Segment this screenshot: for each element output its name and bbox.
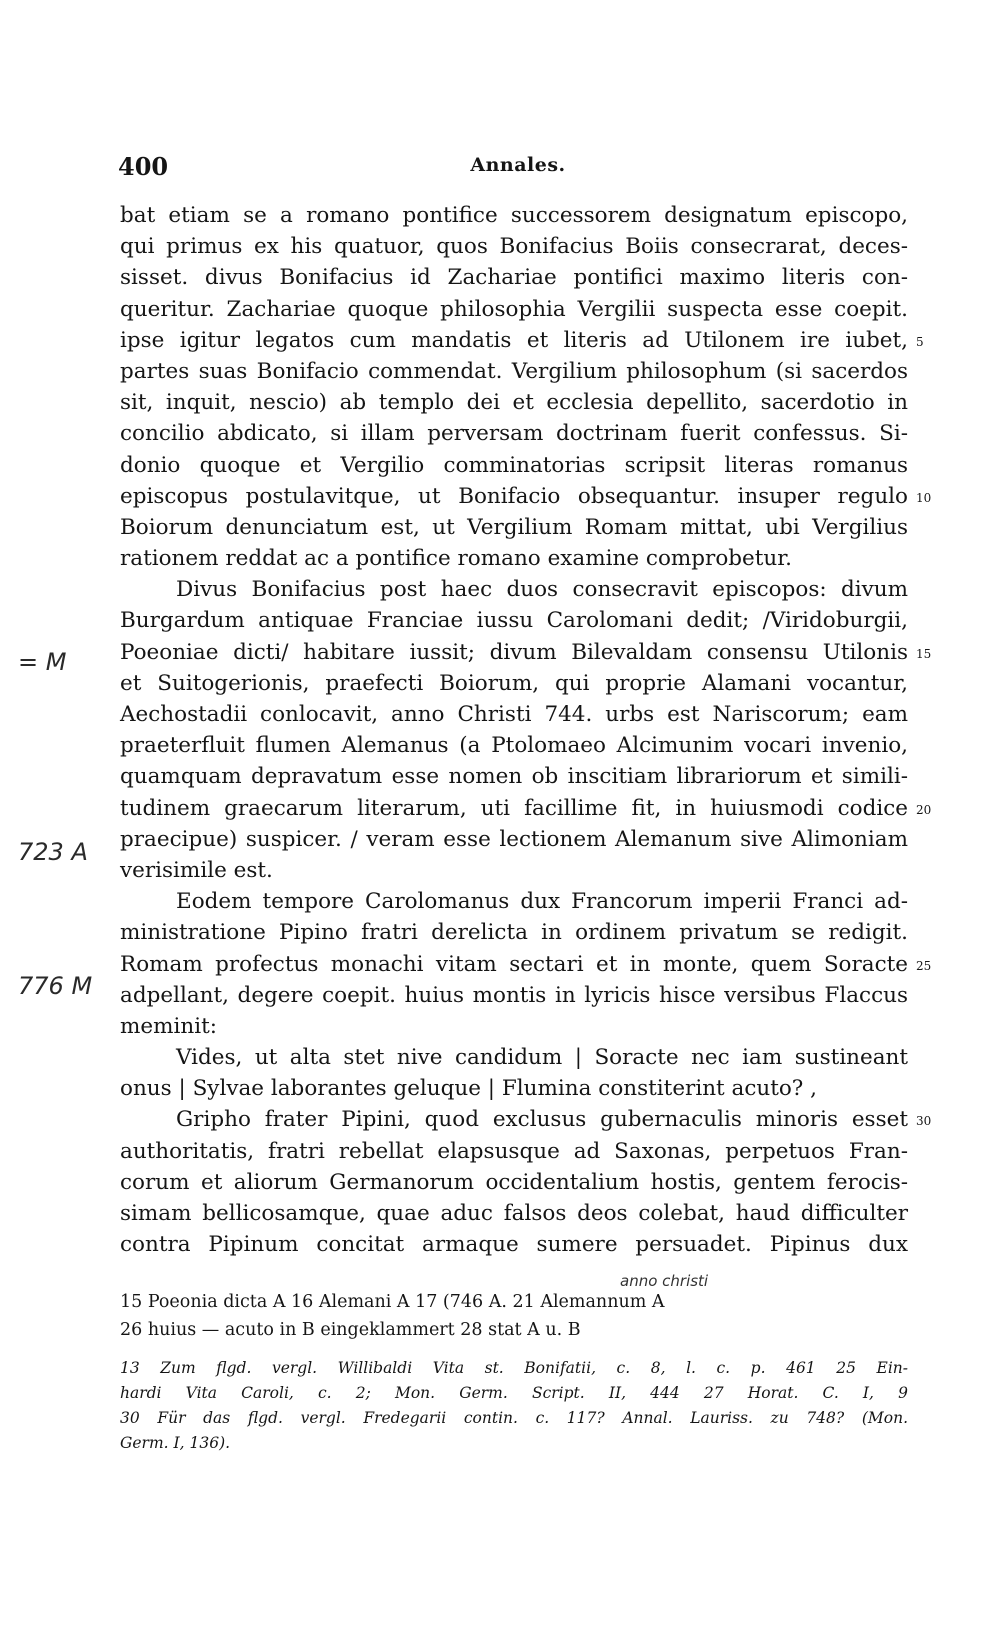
text-line-content: sit, inquit, nescio) ab templo dei et ecclesia depellito, sacerdotio in	[120, 390, 908, 416]
apparatus-line: 26 huius — acuto in B eingeklammert 28 stat A u. B	[120, 1320, 581, 1340]
text-line-content: sisset. divus Bonifacius id Zachariae pontifici maximo literis con-	[120, 265, 908, 291]
text-line	[120, 387, 908, 418]
critical-apparatus	[120, 1288, 908, 1344]
text-line-content: praecipue) suspicer. / veram esse lectionem Alemanum sive Alimoniam	[120, 826, 908, 852]
text-line-content: Gripho frater Pipini, quod exclusus gubernaculis minoris esset	[176, 1107, 908, 1133]
text-line	[120, 450, 908, 481]
margin-annotation: = M	[18, 648, 67, 676]
text-line-content: queritur. Zachariae quoque philosophia Vergilii suspecta esse coepit.	[120, 296, 908, 322]
margin-annotation: 723 A	[18, 838, 88, 866]
text-line	[120, 605, 908, 636]
text-line-content: authoritatis, fratri rebellat elapsusque ad Saxonas, perpetuos Fran-	[120, 1138, 908, 1164]
text-line	[120, 855, 908, 886]
text-line	[120, 668, 908, 699]
text-line-content: adpellant, degere coepit. huius montis in lyricis hisce versibus Flaccus	[120, 982, 908, 1008]
text-line-content: Boiorum denunciatum est, ut Vergilium Romam mittat, ubi Vergilius	[120, 514, 908, 540]
note-line: Germ. I, 136).	[120, 1434, 231, 1452]
line-number: 5	[916, 334, 924, 349]
page-header	[118, 152, 918, 186]
text-line-content: Eodem tempore Carolomanus dux Francorum imperii Franci ad-	[176, 889, 908, 915]
text-line	[120, 262, 908, 293]
text-line	[120, 200, 908, 231]
note-line: 13 Zum flgd. vergl. Willibaldi Vita st. Bonifatii, c. 8, l. c. p. 461 25 Ein-	[120, 1359, 908, 1377]
text-line	[120, 1104, 932, 1135]
text-line	[120, 1198, 908, 1229]
text-line	[120, 917, 908, 948]
text-line	[120, 574, 908, 605]
body-text	[120, 200, 932, 1260]
text-line-content: quamquam depravatum esse nomen ob inscitiam librariorum et simili-	[120, 764, 908, 790]
text-line-content: contra Pipinum concitat armaque sumere persuadet. Pipinus dux	[120, 1232, 908, 1258]
text-line-content: partes suas Bonifacio commendat. Vergilium philosophum (si sacerdos	[120, 358, 908, 384]
text-line-content: concilio abdicato, si illam perversam doctrinam fuerit confessus. Si-	[120, 421, 908, 447]
text-line	[120, 637, 932, 668]
text-line	[120, 418, 908, 449]
text-line-content: meminit:	[120, 1013, 217, 1039]
text-line	[120, 512, 908, 543]
text-line	[120, 1011, 908, 1042]
text-line-content: tudinem graecarum literarum, uti facillime fit, in huiusmodi codice	[120, 795, 908, 821]
text-line	[120, 325, 924, 356]
text-line	[120, 481, 932, 512]
text-line-content: Vides, ut alta stet nive candidum | Soracte nec iam sustineant	[176, 1045, 908, 1071]
text-line-content: ministratione Pipino fratri derelicta in ordinem privatum se redigit.	[120, 920, 908, 946]
text-line	[120, 1042, 908, 1073]
text-line-content: Poeoniae dicti/ habitare iussit; divum Bilevaldam consensu Utilonis	[120, 639, 908, 665]
text-line	[120, 356, 908, 387]
text-line	[120, 980, 908, 1011]
text-line-content: qui primus ex his quatuor, quos Bonifacius Boiis consecrarat, deces-	[120, 234, 908, 260]
running-title: Annales.	[470, 154, 566, 176]
text-line	[120, 1167, 908, 1198]
text-line-content: simam bellicosamque, quae aduc falsos deos colebat, haud difficulter	[120, 1201, 908, 1226]
text-line	[120, 886, 908, 917]
source-notes	[120, 1356, 908, 1456]
text-line	[120, 294, 908, 325]
text-line	[120, 1229, 908, 1260]
line-number: 10	[916, 490, 932, 505]
page-number: 400	[118, 152, 169, 181]
text-line-content: donio quoque et Vergilio comminatorias scripsit literas romanus	[120, 452, 908, 478]
text-line-content: ipse igitur legatos cum mandatis et literis ad Utilonem ire iubet,	[120, 327, 908, 353]
text-line	[120, 231, 908, 262]
text-line-content: verisimile est.	[120, 857, 273, 883]
text-line	[120, 1136, 908, 1167]
handwritten-insertion: anno christi	[620, 1272, 709, 1290]
text-line-content: Aechostadii conlocavit, anno Christi 744. urbs est Nariscorum; eam	[120, 702, 908, 727]
line-number: 20	[916, 802, 932, 817]
line-number: 25	[916, 958, 932, 973]
line-number: 15	[916, 646, 932, 661]
text-line	[120, 761, 908, 792]
text-line	[120, 730, 908, 761]
margin-annotation: 776 M	[18, 972, 93, 1000]
text-line-content: et Suitogerionis, praefecti Boiorum, qui proprie Alamani vocantur,	[120, 670, 908, 696]
line-number: 30	[916, 1114, 932, 1129]
text-line-content: Divus Bonifacius post haec duos consecravit episcopos: divum	[176, 577, 908, 603]
text-line	[120, 543, 908, 574]
text-line-content: praeterfluit flumen Alemanus (a Ptolomaeo Alcimunim vocari invenio,	[120, 733, 908, 759]
text-line	[120, 1073, 908, 1104]
text-line-content: onus | Sylvae laborantes geluque | Flumina constiterint acuto? ,	[120, 1076, 817, 1102]
text-line-content: corum et aliorum Germanorum occidentalium hostis, gentem ferocis-	[120, 1169, 908, 1195]
text-line	[120, 949, 932, 980]
note-line: hardi Vita Caroli, c. 2; Mon. Germ. Script. II, 444 27 Horat. C. I, 9	[120, 1384, 908, 1402]
text-line	[120, 824, 908, 855]
text-line	[120, 699, 908, 730]
text-line-content: bat etiam se a romano pontifice successorem designatum episcopo,	[120, 203, 908, 228]
apparatus-line: 15 Poeonia dicta A 16 Alemani A 17 (746 A. 21 Alemannum A	[120, 1292, 665, 1312]
text-line-content: rationem reddat ac a pontifice romano examine comprobetur.	[120, 546, 792, 572]
text-line-content: episcopus postulavitque, ut Bonifacio obsequantur. insuper regulo	[120, 483, 908, 509]
text-line	[120, 793, 932, 824]
text-line-content: Burgardum antiquae Franciae iussu Carolomani dedit; /Viridoburgii,	[120, 608, 908, 634]
text-line-content: Romam profectus monachi vitam sectari et in monte, quem Soracte	[120, 951, 908, 977]
note-line: 30 Für das flgd. vergl. Fredegarii contin. c. 117? Annal. Lauriss. zu 748? (Mon.	[120, 1409, 908, 1427]
